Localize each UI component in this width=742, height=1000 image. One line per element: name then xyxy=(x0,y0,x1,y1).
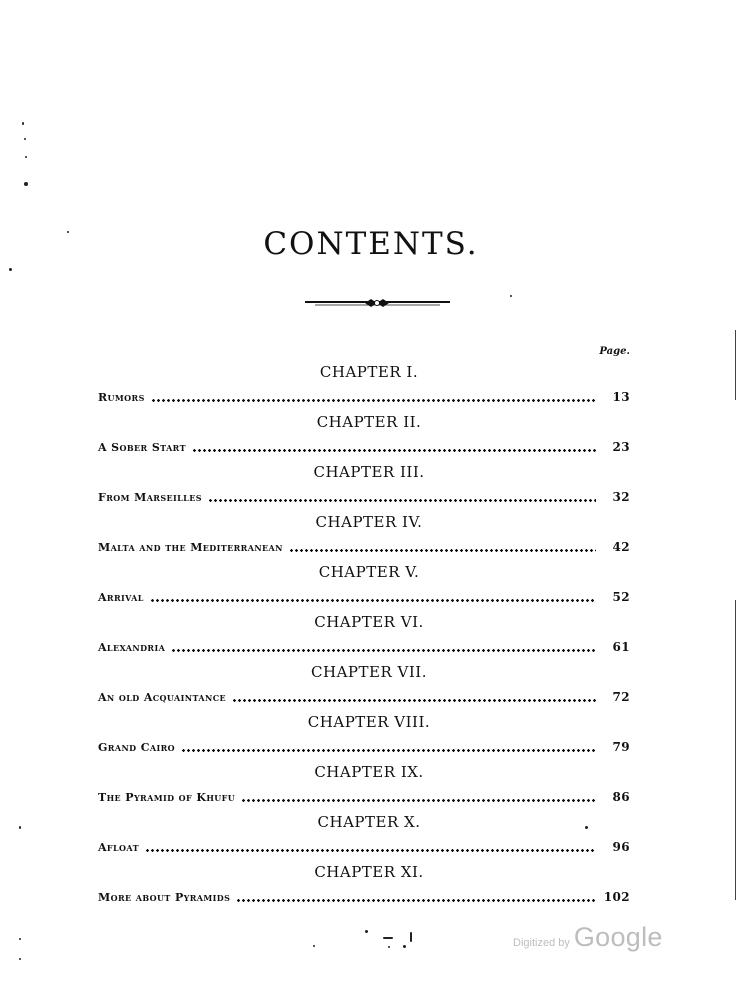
toc-page-number: 61 xyxy=(612,640,630,654)
scan-edge-line xyxy=(735,600,736,900)
toc-entry xyxy=(98,885,630,910)
chapter-heading: CHAPTER IV. xyxy=(315,513,423,531)
chapter-heading: CHAPTER VII. xyxy=(311,663,427,681)
chapter-heading: CHAPTER IX. xyxy=(314,763,424,781)
scan-speck xyxy=(313,945,315,947)
toc-entry xyxy=(98,685,630,710)
toc-entry-title: Alexandria xyxy=(98,641,166,654)
toc-entry-title: A Sober Start xyxy=(98,441,186,454)
ornament-divider xyxy=(305,296,450,310)
chapter-heading: CHAPTER VIII. xyxy=(307,713,431,731)
chapter-heading: CHAPTER X. xyxy=(317,813,421,831)
toc-entry-title: Arrival xyxy=(98,591,144,604)
toc-entry xyxy=(98,835,630,860)
toc-entry xyxy=(98,635,630,660)
scan-speck xyxy=(67,231,69,233)
scan-speck xyxy=(9,268,12,271)
scan-speck xyxy=(24,182,28,186)
chapter-heading: CHAPTER III. xyxy=(313,463,425,481)
scan-speck xyxy=(25,156,27,158)
scan-speck xyxy=(19,826,21,829)
toc-entry-title: Malta and the Mediterranean xyxy=(98,541,283,554)
chapter-heading: CHAPTER V. xyxy=(318,563,420,581)
toc-entry xyxy=(98,535,630,560)
google-logo: Google xyxy=(573,922,663,952)
scan-speck xyxy=(24,138,26,140)
chapter-heading: CHAPTER VI. xyxy=(314,613,424,631)
dot-leader xyxy=(236,899,596,902)
scan-speck xyxy=(19,958,21,960)
scan-speck xyxy=(22,122,24,125)
scan-speck xyxy=(365,930,368,933)
scan-speck xyxy=(388,946,390,948)
chapter-heading: CHAPTER II. xyxy=(316,413,422,431)
toc-entry-title: From Marseilles xyxy=(98,491,202,504)
toc-page-number: 72 xyxy=(612,690,630,704)
toc-entry xyxy=(98,585,630,610)
dot-leader xyxy=(232,699,596,702)
toc-page-number: 32 xyxy=(612,490,630,504)
digitized-watermark xyxy=(513,922,663,953)
toc-page-number: 79 xyxy=(612,740,630,754)
toc-page-number: 13 xyxy=(612,390,630,404)
dot-leader xyxy=(150,599,596,602)
dot-leader xyxy=(151,399,596,402)
dot-leader xyxy=(145,849,596,852)
scan-speck xyxy=(410,932,412,942)
toc-entry-title: An old Acquaintance xyxy=(98,691,227,704)
dot-leader xyxy=(171,649,596,652)
toc-entry xyxy=(98,485,630,510)
toc-page-number: 86 xyxy=(612,790,630,804)
toc-page-number: 96 xyxy=(612,840,630,854)
toc-entry-title: Afloat xyxy=(98,841,139,854)
page-column-label: Page. xyxy=(599,346,630,357)
toc-page-number: 23 xyxy=(612,440,630,454)
toc-page-number: 102 xyxy=(603,890,630,904)
dot-leader xyxy=(192,449,596,452)
scan-edge-line xyxy=(735,330,736,400)
dot-leader xyxy=(208,499,596,502)
scan-speck xyxy=(403,945,406,948)
toc-entry-title: More about Pyramids xyxy=(98,891,231,904)
scan-speck xyxy=(510,295,512,297)
toc-page-number: 52 xyxy=(612,590,630,604)
toc-entry-title: Grand Cairo xyxy=(98,741,176,754)
toc-entry xyxy=(98,435,630,460)
toc-entry xyxy=(98,735,630,760)
scan-speck xyxy=(383,937,393,939)
watermark-prefix: Digitized by xyxy=(513,937,570,949)
chapter-heading: CHAPTER XI. xyxy=(314,863,424,881)
chapter-heading: CHAPTER I. xyxy=(319,363,419,381)
dot-leader xyxy=(181,749,596,752)
dot-leader xyxy=(241,799,596,802)
scan-speck xyxy=(585,826,588,829)
toc-entry-title: Rumors xyxy=(98,391,145,404)
toc-page-number: 42 xyxy=(612,540,630,554)
scan-speck xyxy=(19,938,21,940)
page-title: CONTENTS. xyxy=(263,226,479,262)
toc-entry xyxy=(98,785,630,810)
toc-entry-title: The Pyramid of Khufu xyxy=(98,791,236,804)
toc-entry xyxy=(98,385,630,410)
dot-leader xyxy=(289,549,596,552)
table-of-contents xyxy=(98,360,630,910)
